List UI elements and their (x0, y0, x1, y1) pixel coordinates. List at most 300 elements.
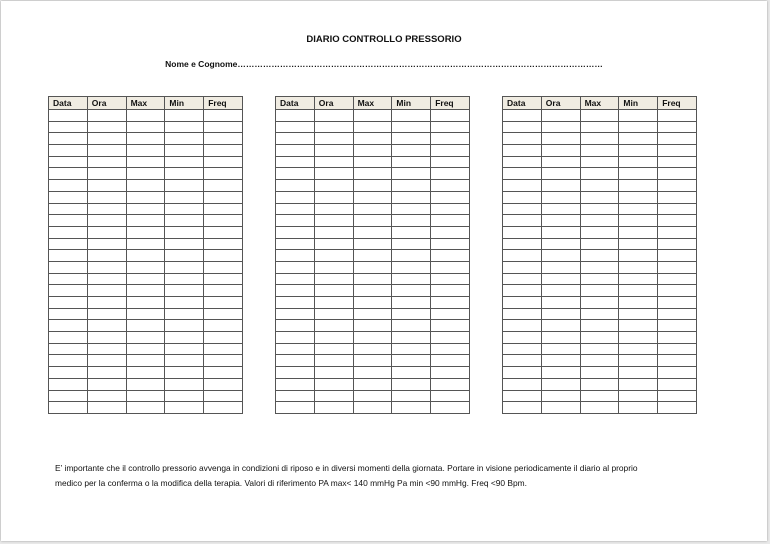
table-cell[interactable] (276, 343, 315, 355)
table-cell[interactable] (392, 133, 431, 145)
table-cell[interactable] (658, 378, 697, 390)
table-cell[interactable] (87, 285, 126, 297)
table-cell[interactable] (392, 203, 431, 215)
table-cell[interactable] (580, 308, 619, 320)
table-cell[interactable] (392, 250, 431, 262)
table-cell[interactable] (541, 402, 580, 414)
table-cell[interactable] (204, 250, 243, 262)
table-cell[interactable] (87, 110, 126, 122)
table-cell[interactable] (165, 261, 204, 273)
table-cell[interactable] (204, 355, 243, 367)
table-cell[interactable] (431, 156, 470, 168)
table-cell[interactable] (658, 261, 697, 273)
table-cell[interactable] (276, 215, 315, 227)
table-cell[interactable] (541, 215, 580, 227)
table-cell[interactable] (353, 226, 392, 238)
table-cell[interactable] (541, 297, 580, 309)
table-cell[interactable] (658, 390, 697, 402)
table-cell[interactable] (126, 367, 165, 379)
table-cell[interactable] (503, 367, 542, 379)
table-cell[interactable] (658, 308, 697, 320)
table-cell[interactable] (126, 332, 165, 344)
table-cell[interactable] (314, 320, 353, 332)
table-cell[interactable] (580, 378, 619, 390)
table-cell[interactable] (126, 215, 165, 227)
table-cell[interactable] (49, 203, 88, 215)
table-cell[interactable] (580, 168, 619, 180)
table-cell[interactable] (658, 156, 697, 168)
table-cell[interactable] (619, 226, 658, 238)
table-cell[interactable] (87, 261, 126, 273)
table-cell[interactable] (204, 320, 243, 332)
table-cell[interactable] (314, 191, 353, 203)
table-cell[interactable] (165, 156, 204, 168)
table-cell[interactable] (204, 390, 243, 402)
table-cell[interactable] (276, 156, 315, 168)
table-cell[interactable] (204, 343, 243, 355)
table-cell[interactable] (165, 297, 204, 309)
table-cell[interactable] (165, 273, 204, 285)
table-cell[interactable] (165, 250, 204, 262)
table-cell[interactable] (580, 180, 619, 192)
table-cell[interactable] (49, 180, 88, 192)
table-cell[interactable] (392, 145, 431, 157)
table-cell[interactable] (314, 168, 353, 180)
table-cell[interactable] (658, 285, 697, 297)
table-cell[interactable] (392, 343, 431, 355)
table-cell[interactable] (541, 168, 580, 180)
table-cell[interactable] (392, 110, 431, 122)
table-cell[interactable] (314, 250, 353, 262)
table-cell[interactable] (314, 261, 353, 273)
table-cell[interactable] (353, 320, 392, 332)
table-cell[interactable] (87, 121, 126, 133)
table-cell[interactable] (619, 390, 658, 402)
table-cell[interactable] (87, 297, 126, 309)
table-cell[interactable] (541, 121, 580, 133)
table-cell[interactable] (392, 273, 431, 285)
table-cell[interactable] (431, 261, 470, 273)
table-cell[interactable] (431, 355, 470, 367)
table-cell[interactable] (126, 297, 165, 309)
table-cell[interactable] (431, 180, 470, 192)
table-cell[interactable] (541, 367, 580, 379)
table-cell[interactable] (619, 250, 658, 262)
table-cell[interactable] (503, 343, 542, 355)
table-cell[interactable] (353, 168, 392, 180)
table-cell[interactable] (314, 343, 353, 355)
table-cell[interactable] (49, 156, 88, 168)
table-cell[interactable] (580, 332, 619, 344)
table-cell[interactable] (87, 203, 126, 215)
table-cell[interactable] (353, 145, 392, 157)
table-cell[interactable] (87, 238, 126, 250)
table-cell[interactable] (126, 145, 165, 157)
table-cell[interactable] (541, 320, 580, 332)
table-cell[interactable] (314, 332, 353, 344)
table-cell[interactable] (431, 320, 470, 332)
table-cell[interactable] (541, 226, 580, 238)
table-cell[interactable] (49, 367, 88, 379)
table-cell[interactable] (165, 355, 204, 367)
table-cell[interactable] (580, 226, 619, 238)
table-cell[interactable] (658, 203, 697, 215)
table-cell[interactable] (431, 226, 470, 238)
table-cell[interactable] (619, 238, 658, 250)
table-cell[interactable] (619, 273, 658, 285)
table-cell[interactable] (503, 121, 542, 133)
table-cell[interactable] (431, 367, 470, 379)
table-cell[interactable] (87, 191, 126, 203)
table-cell[interactable] (619, 145, 658, 157)
table-cell[interactable] (353, 343, 392, 355)
table-cell[interactable] (392, 261, 431, 273)
table-cell[interactable] (353, 133, 392, 145)
table-cell[interactable] (204, 238, 243, 250)
table-cell[interactable] (276, 168, 315, 180)
table-cell[interactable] (314, 367, 353, 379)
table-cell[interactable] (314, 402, 353, 414)
table-cell[interactable] (658, 145, 697, 157)
table-cell[interactable] (619, 191, 658, 203)
table-cell[interactable] (580, 250, 619, 262)
table-cell[interactable] (658, 402, 697, 414)
table-cell[interactable] (204, 191, 243, 203)
table-cell[interactable] (431, 343, 470, 355)
table-cell[interactable] (541, 238, 580, 250)
table-cell[interactable] (541, 355, 580, 367)
table-cell[interactable] (503, 180, 542, 192)
table-cell[interactable] (49, 355, 88, 367)
table-cell[interactable] (503, 238, 542, 250)
table-cell[interactable] (87, 390, 126, 402)
table-cell[interactable] (276, 110, 315, 122)
table-cell[interactable] (314, 226, 353, 238)
table-cell[interactable] (87, 250, 126, 262)
table-cell[interactable] (165, 320, 204, 332)
table-cell[interactable] (314, 308, 353, 320)
table-cell[interactable] (276, 402, 315, 414)
table-cell[interactable] (276, 355, 315, 367)
table-cell[interactable] (276, 121, 315, 133)
table-cell[interactable] (87, 378, 126, 390)
table-cell[interactable] (204, 215, 243, 227)
table-cell[interactable] (619, 402, 658, 414)
table-cell[interactable] (541, 273, 580, 285)
table-cell[interactable] (353, 402, 392, 414)
table-cell[interactable] (49, 238, 88, 250)
table-cell[interactable] (353, 215, 392, 227)
table-cell[interactable] (165, 238, 204, 250)
table-cell[interactable] (204, 226, 243, 238)
table-cell[interactable] (541, 308, 580, 320)
table-cell[interactable] (658, 226, 697, 238)
table-cell[interactable] (431, 145, 470, 157)
table-cell[interactable] (87, 156, 126, 168)
table-cell[interactable] (204, 332, 243, 344)
table-cell[interactable] (431, 121, 470, 133)
table-cell[interactable] (276, 297, 315, 309)
table-cell[interactable] (503, 133, 542, 145)
table-cell[interactable] (431, 250, 470, 262)
table-cell[interactable] (431, 273, 470, 285)
table-cell[interactable] (392, 297, 431, 309)
table-cell[interactable] (392, 215, 431, 227)
table-cell[interactable] (658, 133, 697, 145)
table-cell[interactable] (204, 297, 243, 309)
table-cell[interactable] (619, 215, 658, 227)
table-cell[interactable] (541, 390, 580, 402)
table-cell[interactable] (314, 355, 353, 367)
table-cell[interactable] (392, 191, 431, 203)
table-cell[interactable] (619, 355, 658, 367)
table-cell[interactable] (165, 180, 204, 192)
table-cell[interactable] (87, 180, 126, 192)
table-cell[interactable] (314, 238, 353, 250)
table-cell[interactable] (49, 226, 88, 238)
table-cell[interactable] (165, 121, 204, 133)
table-cell[interactable] (619, 261, 658, 273)
table-cell[interactable] (49, 145, 88, 157)
table-cell[interactable] (49, 378, 88, 390)
table-cell[interactable] (126, 180, 165, 192)
table-cell[interactable] (276, 191, 315, 203)
table-cell[interactable] (580, 390, 619, 402)
table-cell[interactable] (276, 238, 315, 250)
table-cell[interactable] (165, 145, 204, 157)
table-cell[interactable] (49, 320, 88, 332)
table-cell[interactable] (165, 215, 204, 227)
table-cell[interactable] (619, 203, 658, 215)
table-cell[interactable] (503, 250, 542, 262)
table-cell[interactable] (353, 110, 392, 122)
table-cell[interactable] (49, 332, 88, 344)
table-cell[interactable] (126, 378, 165, 390)
table-cell[interactable] (165, 390, 204, 402)
table-cell[interactable] (353, 297, 392, 309)
table-cell[interactable] (276, 308, 315, 320)
table-cell[interactable] (353, 250, 392, 262)
table-cell[interactable] (658, 343, 697, 355)
table-cell[interactable] (314, 180, 353, 192)
table-cell[interactable] (658, 297, 697, 309)
table-cell[interactable] (503, 261, 542, 273)
table-cell[interactable] (431, 285, 470, 297)
table-cell[interactable] (431, 378, 470, 390)
table-cell[interactable] (165, 332, 204, 344)
table-cell[interactable] (204, 121, 243, 133)
table-cell[interactable] (580, 145, 619, 157)
table-cell[interactable] (353, 367, 392, 379)
table-cell[interactable] (392, 390, 431, 402)
table-cell[interactable] (353, 180, 392, 192)
table-cell[interactable] (87, 367, 126, 379)
table-cell[interactable] (276, 203, 315, 215)
table-cell[interactable] (541, 180, 580, 192)
table-cell[interactable] (431, 297, 470, 309)
table-cell[interactable] (204, 273, 243, 285)
table-cell[interactable] (353, 273, 392, 285)
table-cell[interactable] (49, 402, 88, 414)
table-cell[interactable] (49, 121, 88, 133)
table-cell[interactable] (126, 261, 165, 273)
table-cell[interactable] (49, 168, 88, 180)
table-cell[interactable] (619, 378, 658, 390)
table-cell[interactable] (276, 378, 315, 390)
table-cell[interactable] (503, 203, 542, 215)
table-cell[interactable] (580, 215, 619, 227)
table-cell[interactable] (165, 367, 204, 379)
table-cell[interactable] (49, 308, 88, 320)
table-cell[interactable] (87, 402, 126, 414)
table-cell[interactable] (314, 390, 353, 402)
table-cell[interactable] (276, 133, 315, 145)
table-cell[interactable] (314, 285, 353, 297)
table-cell[interactable] (276, 332, 315, 344)
table-cell[interactable] (49, 110, 88, 122)
table-cell[interactable] (431, 215, 470, 227)
table-cell[interactable] (87, 343, 126, 355)
table-cell[interactable] (126, 168, 165, 180)
table-cell[interactable] (276, 145, 315, 157)
table-cell[interactable] (503, 390, 542, 402)
table-cell[interactable] (204, 133, 243, 145)
table-cell[interactable] (431, 191, 470, 203)
table-cell[interactable] (392, 168, 431, 180)
table-cell[interactable] (580, 261, 619, 273)
table-cell[interactable] (126, 156, 165, 168)
table-cell[interactable] (204, 261, 243, 273)
table-cell[interactable] (204, 367, 243, 379)
table-cell[interactable] (165, 285, 204, 297)
table-cell[interactable] (392, 402, 431, 414)
table-cell[interactable] (49, 343, 88, 355)
table-cell[interactable] (580, 285, 619, 297)
table-cell[interactable] (204, 156, 243, 168)
table-cell[interactable] (431, 168, 470, 180)
table-cell[interactable] (503, 308, 542, 320)
table-cell[interactable] (126, 226, 165, 238)
table-cell[interactable] (353, 191, 392, 203)
table-cell[interactable] (165, 402, 204, 414)
table-cell[interactable] (658, 332, 697, 344)
table-cell[interactable] (126, 343, 165, 355)
table-cell[interactable] (580, 320, 619, 332)
table-cell[interactable] (619, 168, 658, 180)
table-cell[interactable] (49, 191, 88, 203)
table-cell[interactable] (580, 273, 619, 285)
table-cell[interactable] (658, 250, 697, 262)
table-cell[interactable] (353, 238, 392, 250)
table-cell[interactable] (392, 320, 431, 332)
table-cell[interactable] (580, 343, 619, 355)
table-cell[interactable] (314, 121, 353, 133)
table-cell[interactable] (126, 191, 165, 203)
table-cell[interactable] (619, 332, 658, 344)
table-cell[interactable] (49, 390, 88, 402)
table-cell[interactable] (276, 273, 315, 285)
table-cell[interactable] (204, 308, 243, 320)
table-cell[interactable] (314, 273, 353, 285)
table-cell[interactable] (126, 273, 165, 285)
table-cell[interactable] (658, 180, 697, 192)
table-cell[interactable] (126, 250, 165, 262)
table-cell[interactable] (353, 121, 392, 133)
table-cell[interactable] (392, 156, 431, 168)
table-cell[interactable] (126, 238, 165, 250)
table-cell[interactable] (580, 203, 619, 215)
table-cell[interactable] (658, 215, 697, 227)
table-cell[interactable] (658, 367, 697, 379)
table-cell[interactable] (276, 180, 315, 192)
table-cell[interactable] (658, 320, 697, 332)
table-cell[interactable] (658, 273, 697, 285)
table-cell[interactable] (87, 320, 126, 332)
table-cell[interactable] (126, 402, 165, 414)
table-cell[interactable] (165, 133, 204, 145)
table-cell[interactable] (165, 378, 204, 390)
table-cell[interactable] (87, 133, 126, 145)
table-cell[interactable] (392, 308, 431, 320)
table-cell[interactable] (658, 110, 697, 122)
table-cell[interactable] (503, 355, 542, 367)
table-cell[interactable] (541, 261, 580, 273)
table-cell[interactable] (204, 110, 243, 122)
table-cell[interactable] (126, 285, 165, 297)
table-cell[interactable] (87, 145, 126, 157)
table-cell[interactable] (541, 203, 580, 215)
table-cell[interactable] (87, 308, 126, 320)
table-cell[interactable] (503, 215, 542, 227)
table-cell[interactable] (431, 402, 470, 414)
table-cell[interactable] (204, 168, 243, 180)
table-cell[interactable] (503, 145, 542, 157)
table-cell[interactable] (580, 133, 619, 145)
table-cell[interactable] (580, 191, 619, 203)
table-cell[interactable] (276, 261, 315, 273)
table-cell[interactable] (276, 320, 315, 332)
table-cell[interactable] (314, 133, 353, 145)
table-cell[interactable] (541, 285, 580, 297)
table-cell[interactable] (619, 133, 658, 145)
table-cell[interactable] (503, 402, 542, 414)
table-cell[interactable] (276, 285, 315, 297)
table-cell[interactable] (276, 367, 315, 379)
table-cell[interactable] (392, 332, 431, 344)
table-cell[interactable] (314, 145, 353, 157)
table-cell[interactable] (392, 285, 431, 297)
table-cell[interactable] (503, 332, 542, 344)
table-cell[interactable] (580, 238, 619, 250)
table-cell[interactable] (658, 355, 697, 367)
table-cell[interactable] (431, 390, 470, 402)
table-cell[interactable] (619, 156, 658, 168)
table-cell[interactable] (503, 226, 542, 238)
table-cell[interactable] (541, 156, 580, 168)
table-cell[interactable] (204, 145, 243, 157)
table-cell[interactable] (165, 110, 204, 122)
table-cell[interactable] (204, 378, 243, 390)
table-cell[interactable] (658, 121, 697, 133)
table-cell[interactable] (503, 191, 542, 203)
table-cell[interactable] (580, 297, 619, 309)
table-cell[interactable] (353, 355, 392, 367)
table-cell[interactable] (392, 180, 431, 192)
table-cell[interactable] (126, 110, 165, 122)
table-cell[interactable] (204, 285, 243, 297)
table-cell[interactable] (619, 121, 658, 133)
table-cell[interactable] (503, 156, 542, 168)
